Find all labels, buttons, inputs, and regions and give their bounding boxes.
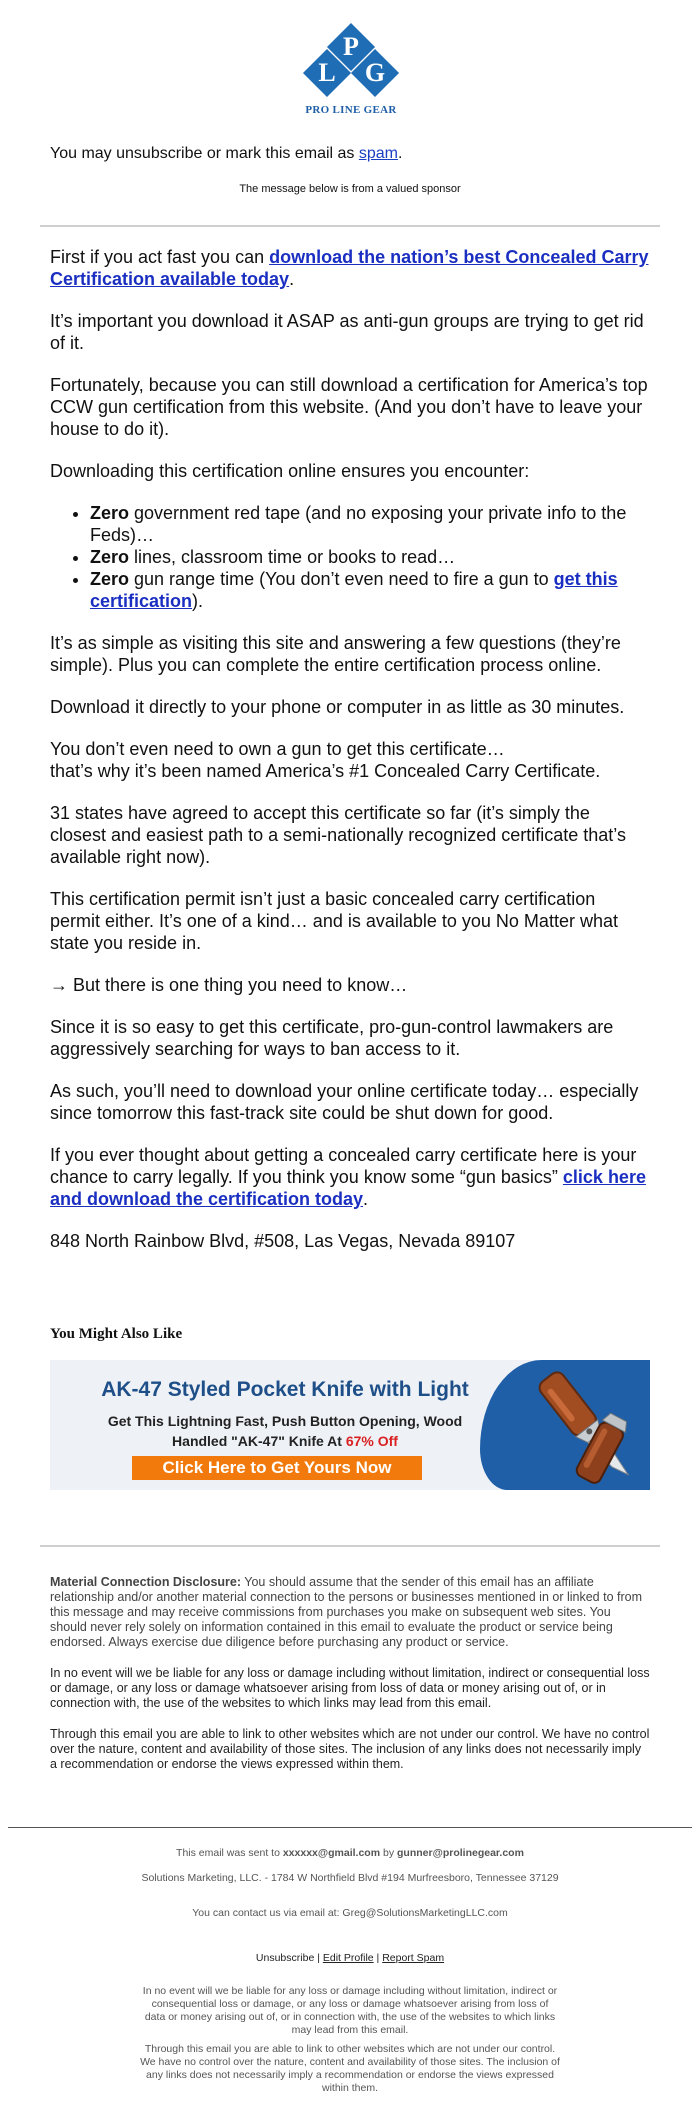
sponsor-note: The message below is from a valued sponsor — [239, 183, 461, 195]
footer-liability: In no event will we be liable for any loss or damage including without limitation, indirect or consequential loss or damage, or any loss or damage whatsoever arising from loss of data or money arising out of, or in connection with, the use of the websites to which links may lead from this email. — [142, 1985, 558, 2036]
paragraph-intro — [50, 246, 650, 290]
list-item — [90, 546, 650, 568]
bullet-bold: Zero — [90, 547, 130, 567]
material-disclosure — [50, 1575, 650, 1788]
paragraph-asap: It’s important you download it ASAP as anti-gun groups are trying to get rid of it. — [50, 311, 644, 353]
bullet-text: government red tape (and no exposing your private info to the Feds)… — [90, 503, 627, 545]
you-might-also-like-heading: You Might Also Like — [50, 1326, 183, 1342]
download-certification-link[interactable]: download the nation’s best Concealed Carry Certification available today — [50, 247, 649, 289]
banner-title: AK-47 Styled Pocket Knife with Light — [101, 1378, 469, 1401]
unsubscribe-line — [50, 145, 402, 163]
banner-cta-button[interactable]: Click Here to Get Yours Now — [132, 1456, 422, 1480]
spam-link[interactable]: spam — [358, 145, 398, 162]
pocket-knife-icon — [512, 1368, 642, 1486]
paragraph-ensures: Downloading this certification online ensures you encounter: — [50, 461, 530, 481]
bullet-text: lines, classroom time or books to read… — [129, 547, 456, 567]
external-links-paragraph: Through this email you are able to link to other websites which are not under our control. We have no control over the nature, content and availability of those sites. The inclusion of any links does not necessarily imply a recommendation or endorse the views expressed within them. — [50, 1727, 650, 1771]
paragraph-fortunately: Fortunately, because you can still download a certification for America’s top CCW gun certification from this website. (And you don’t have to leave your house to do it). — [50, 375, 648, 439]
unsubscribe-text: You may unsubscribe or mark this email as — [50, 145, 359, 162]
banner-discount: 67% Off — [345, 1433, 398, 1449]
paragraph-lawmakers: Since it is so easy to get this certificate, pro-gun-control lawmakers are aggressively searching for ways to ban access to it. — [50, 1017, 614, 1059]
unsubscribe-period: . — [398, 145, 403, 162]
bullet-suffix: ). — [192, 591, 204, 611]
banner-subtitle — [70, 1411, 500, 1451]
own-gun-line-1: You don’t even need to own a gun to get this certificate… — [50, 739, 505, 759]
benefits-list — [50, 502, 650, 612]
intro-text: First if you act fast you can — [50, 247, 270, 267]
cta-period: . — [363, 1189, 369, 1209]
paragraph-states: 31 states have agreed to accept this certificate so far (it’s simply the closest and easiest path to a semi-nationally recognized certificate that’s available right now). — [50, 803, 626, 867]
footer-contact: You can contact us via email at: Greg@SolutionsMarketingLLC.com — [192, 1907, 508, 1919]
list-item — [90, 502, 650, 546]
link-separator: | — [373, 1952, 383, 1964]
recipient-email: xxxxxx@gmail.com — [282, 1847, 381, 1859]
banner-sub-line-2: Handled "AK-47" Knife At — [172, 1433, 346, 1449]
logo-text: PRO LINE GEAR — [305, 104, 397, 116]
footer-company-address: Solutions Marketing, LLC. - 1784 W Northfield Blvd #194 Murfreesboro, Tennessee 37129 — [141, 1872, 559, 1884]
paragraph-own-gun — [50, 738, 650, 782]
footer-divider — [8, 1827, 692, 1828]
liability-paragraph: In no event will we be liable for any loss or damage including without limitation, indirect or consequential loss or damage, or any loss or damage whatsoever arising from loss of data or money arising out of, or in connection with, the use of the websites to which links may lead from this email. — [50, 1666, 650, 1710]
get-certification-link[interactable]: get this certification — [90, 569, 618, 611]
footer-links — [140, 1952, 560, 1965]
report-spam-link[interactable]: Report Spam — [382, 1952, 445, 1964]
intro-period: . — [289, 269, 295, 289]
paragraph-download-time: Download it directly to your phone or computer in as little as 30 minutes. — [50, 697, 625, 717]
disclosure-text: You should assume that the sender of this email has an affiliate relationship and/or another material connection to the persons or businesses mentioned in or linked to from this message and may receive commissions from purchases you make on subsequent web sites. You should never rely solely on information contained in this email to evaluate the product or service being endorsed. Always exercise due diligence before purchasing any product or service. — [50, 1575, 643, 1649]
footer-sent-to — [140, 1847, 560, 1860]
paragraph-cta — [50, 1144, 650, 1210]
disclosure-divider — [40, 1545, 660, 1547]
unsubscribe-link[interactable]: Unsubscribe — [255, 1952, 315, 1964]
sent-to-text: This email was sent to — [176, 1847, 283, 1859]
message-body — [50, 246, 650, 1272]
logo-letter-g: G — [364, 58, 386, 87]
disclosure-paragraph — [50, 1575, 650, 1650]
disclosure-label: Material Connection Disclosure: — [50, 1575, 242, 1589]
footer-external-links: Through this email you are able to link to other websites which are not under our control. We have no control over the nature, content and availability of those sites. The inclusion of any links does not necessarily imply a recommendation or endorse the views expressed within them. — [140, 2043, 560, 2094]
click-here-download-link[interactable]: click here and download the certification today — [50, 1167, 646, 1209]
logo-letter-l: L — [318, 58, 336, 87]
own-gun-line-2: that’s why it’s been named America’s #1 Concealed Carry Certificate. — [50, 761, 601, 781]
edit-profile-link[interactable]: Edit Profile — [322, 1952, 374, 1964]
header-divider — [40, 225, 660, 227]
knife-promo-banner[interactable] — [50, 1360, 650, 1490]
list-item — [90, 568, 650, 612]
sent-by-text: by — [380, 1847, 397, 1859]
bullet-bold: Zero — [90, 503, 130, 523]
paragraph-simple: It’s as simple as visiting this site and answering a few questions (they’re simple). Plus you can complete the entire certification process online. — [50, 633, 621, 675]
sender-address: 848 North Rainbow Blvd, #508, Las Vegas, Nevada 89107 — [50, 1231, 516, 1251]
pro-line-gear-logo[interactable] — [296, 28, 406, 122]
logo-letter-p: P — [343, 32, 359, 61]
bullet-bold: Zero — [90, 569, 130, 589]
sender-email: gunner@prolinegear.com — [397, 1847, 524, 1859]
paragraph-permit: This certification permit isn’t just a basic concealed carry certification permit either. It’s one of a kind… and is available to you No Matter what state you reside in. — [50, 889, 618, 953]
link-separator: | — [314, 1952, 323, 1964]
paragraph-as-such: As such, you’ll need to download your online certificate today… especially since tomorrow this fast-track site could be shut down for good. — [50, 1081, 639, 1123]
banner-sub-line-1: Get This Lightning Fast, Push Button Opening, Wood — [107, 1413, 463, 1429]
paragraph-one-thing: → But there is one thing you need to know… — [50, 975, 408, 995]
cta-text: If you ever thought about getting a concealed carry certificate here is your chance to carry legally. If you think you know some “gun basics” — [50, 1145, 637, 1187]
bullet-text: gun range time (You don’t even need to fire a gun to — [129, 569, 554, 589]
